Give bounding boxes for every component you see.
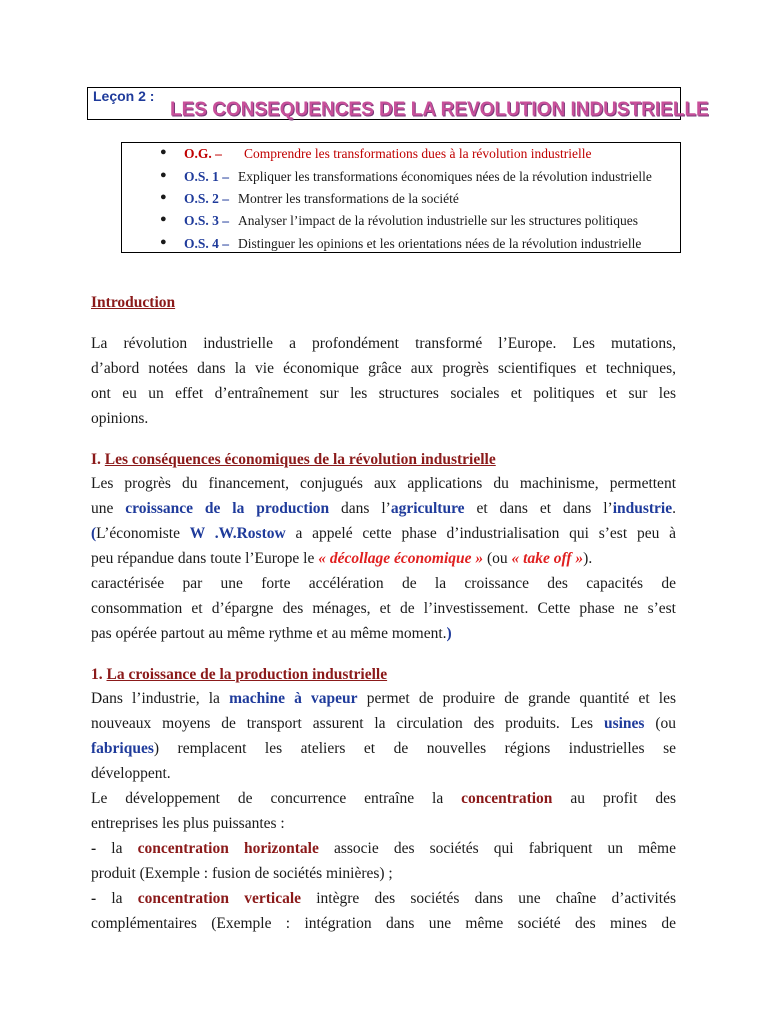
- keyword: croissance de la production: [125, 500, 330, 517]
- paragraph-line: - la concentration horizontale associe des sociétés qui fabriquent un même: [91, 840, 676, 857]
- section-1-paragraph: [91, 471, 676, 646]
- paragraph-line: entreprises les plus puissantes :: [91, 815, 285, 832]
- paragraph-line: Dans l’industrie, la machine à vapeur permet de produire de grande quantité et les: [91, 690, 676, 707]
- section-1-1-heading: [91, 662, 676, 687]
- objective-text: Expliquer les transformations économiques nées de la révolution industrielle: [238, 169, 652, 184]
- objective-tag: O.S. 4 –: [184, 236, 230, 251]
- paragraph-line: produit (Exemple : fusion de sociétés minières) ;: [91, 865, 393, 882]
- objective-text: Comprendre les transformations dues à la révolution industrielle: [244, 146, 592, 161]
- bullet-icon: ●: [160, 213, 167, 225]
- lesson-label: Leçon 2 :: [93, 88, 155, 104]
- lesson-title: LES CONSEQUENCES DE LA REVOLUTION INDUSTRIELLE: [170, 98, 709, 121]
- bullet-icon: ●: [160, 169, 167, 181]
- objective-tag: O.S. 2 –: [184, 191, 230, 206]
- section-1-heading: [91, 447, 676, 472]
- keyword: usines: [603, 715, 645, 732]
- bullet-icon: ●: [160, 191, 167, 203]
- objectives-box: [121, 142, 681, 253]
- lesson-title-box: [87, 87, 709, 121]
- keyword: concentration horizontale: [137, 840, 319, 857]
- paragraph-line: nouveaux moyens de transport assurent la circulation des produits. Les usines (ou: [91, 715, 676, 732]
- keyword: fabriques: [91, 740, 154, 757]
- section-heading: La croissance de la production industrielle: [106, 666, 388, 683]
- paragraph-line: d’abord notées dans la vie économique grâce aux progrès scientifiques et techniques,: [91, 360, 676, 377]
- quote-keyword: « take off »: [511, 550, 584, 567]
- keyword: concentration verticale: [137, 890, 302, 907]
- objective-text: Distinguer les opinions et les orientations nées de la révolution industrielle: [238, 236, 642, 251]
- paragraph-line: une croissance de la production dans l’agriculture et dans et dans l’industrie.: [91, 500, 676, 517]
- section-heading: Les conséquences économiques de la révolution industrielle: [104, 451, 496, 468]
- paragraph-line: La révolution industrielle a profondément transformé l’Europe. Les mutations,: [91, 335, 676, 352]
- objective-text: Montrer les transformations de la société: [238, 191, 459, 206]
- objective-tag: O.G. –: [184, 146, 222, 161]
- section-number: 1.: [91, 666, 103, 683]
- keyword: W .W.Rostow: [189, 525, 286, 542]
- objective-tag: O.S. 3 –: [184, 213, 230, 228]
- paragraph-line: caractérisée par une forte accélération de la croissance des capacités de: [91, 575, 676, 592]
- keyword: industrie: [612, 500, 673, 517]
- paragraph-line: pas opérée partout au même rythme et au même moment.): [91, 625, 452, 642]
- keyword: machine à vapeur: [229, 690, 358, 707]
- keyword: agriculture: [390, 500, 465, 517]
- bullet-icon: ●: [160, 146, 167, 158]
- paragraph-line: Le développement de concurrence entraîne la concentration au profit des: [91, 790, 676, 807]
- keyword: concentration: [461, 790, 553, 807]
- objective-tag: O.S. 1 –: [184, 169, 230, 184]
- paragraph-line: - la concentration verticale intègre des sociétés dans une chaîne d’activités: [91, 890, 676, 907]
- paragraph-line: consommation et d’épargne des ménages, et de l’investissement. Cette phase ne s’est: [91, 600, 676, 617]
- objective-text: Analyser l’impact de la révolution industrielle sur les structures politiques: [238, 213, 639, 228]
- section-1-1-paragraph: [91, 686, 676, 936]
- introduction-paragraph: [91, 331, 676, 431]
- section-number: I.: [91, 451, 101, 468]
- quote-keyword: « décollage économique »: [318, 550, 484, 567]
- paragraph-line: développent.: [91, 765, 171, 782]
- introduction-section: [91, 290, 676, 315]
- paragraph-line: (L’économiste W .W.Rostow a appelé cette phase d’industrialisation qui s’est peu à: [91, 525, 676, 542]
- paragraph-line: peu répandue dans toute l’Europe le « décollage économique » (ou « take off »).: [91, 550, 593, 567]
- paragraph-line: complémentaires (Exemple : intégration dans une même société des mines de: [91, 915, 676, 932]
- paragraph-line: opinions.: [91, 410, 149, 427]
- introduction-heading: Introduction: [91, 294, 176, 311]
- bullet-icon: ●: [160, 236, 167, 248]
- paragraph-line: fabriques) remplacent les ateliers et de nouvelles régions industrielles se: [91, 740, 676, 757]
- paragraph-line: Les progrès du financement, conjugués aux applications du machinisme, permettent: [91, 475, 676, 492]
- paragraph-line: ont eu un effet d’entraînement sur les structures sociales et politiques et sur les: [91, 385, 676, 402]
